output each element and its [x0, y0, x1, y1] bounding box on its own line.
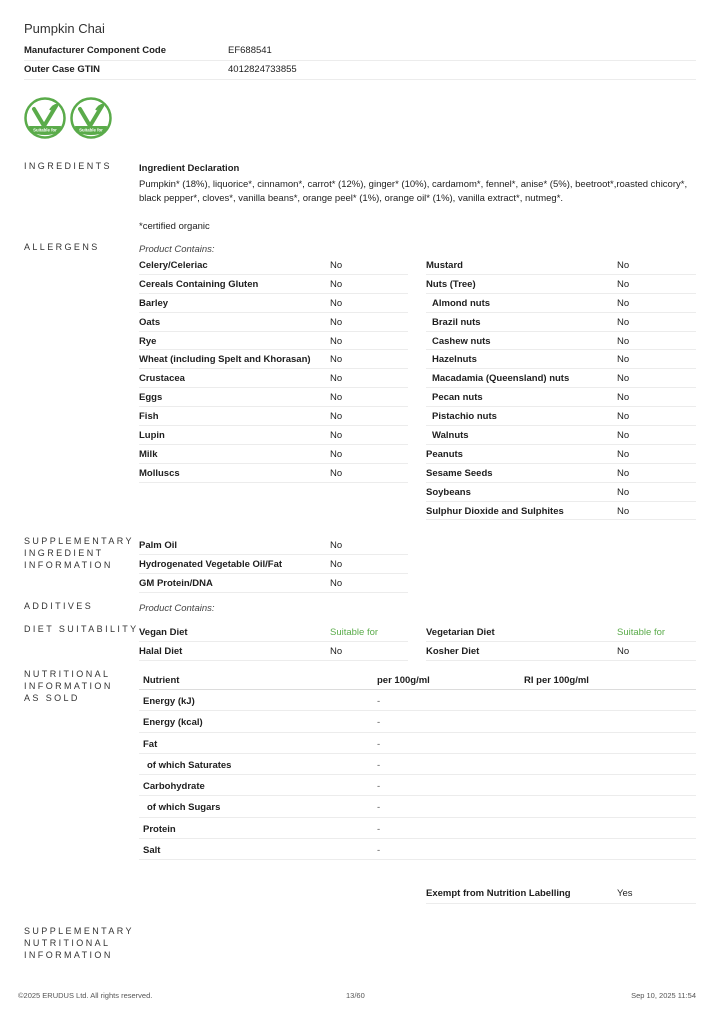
- nutrient-name: Energy (kcal): [143, 717, 203, 729]
- section-additives: ADDITIVES: [24, 601, 94, 611]
- nutrient-name: of which Sugars: [147, 802, 221, 814]
- row-label: Wheat (including Spelt and Khorasan): [139, 354, 311, 366]
- allergens-contains-label: Product Contains:: [139, 244, 215, 255]
- vegetarian-badge-icon: [70, 97, 112, 139]
- table-row: [426, 275, 696, 294]
- section-diet-suitability: DIET SUITABILITY: [24, 624, 139, 634]
- allergens-table-right: [426, 256, 696, 520]
- nutrition-header-row: [139, 669, 696, 690]
- nutrition-row: [139, 775, 696, 796]
- table-row: [426, 483, 696, 502]
- additives-contains-label: Product Contains:: [139, 603, 215, 614]
- row-label: Mustard: [426, 260, 463, 271]
- section-allergens: ALLERGENS: [24, 242, 100, 252]
- vegan-badge-icon: [24, 97, 66, 139]
- row-value: No: [330, 540, 343, 551]
- row-value: No: [330, 373, 343, 385]
- row-value: No: [617, 373, 630, 385]
- table-row: [426, 256, 696, 275]
- table-row: [426, 445, 696, 464]
- row-label: Rye: [139, 335, 157, 347]
- table-row: [426, 407, 696, 426]
- table-row: [139, 407, 408, 426]
- row-value: No: [617, 260, 630, 271]
- row-value: No: [330, 297, 343, 309]
- row-value: No: [330, 260, 343, 271]
- row-label: Pecan nuts: [432, 392, 483, 404]
- section-nutritional-information: NUTRITIONAL INFORMATION AS SOLD: [24, 669, 113, 703]
- diet-badges: [24, 97, 112, 139]
- row-value: No: [330, 411, 343, 423]
- nutrition-header-nutrient: Nutrient: [143, 675, 180, 686]
- nutrition-row: [139, 818, 696, 839]
- row-value: No: [617, 297, 630, 309]
- row-label: Palm Oil: [139, 540, 178, 551]
- row-value: No: [617, 467, 630, 479]
- allergens-table-left: [139, 256, 408, 483]
- row-value: No: [617, 645, 630, 657]
- supplementary-table: [139, 536, 408, 593]
- footer-date: Sep 10, 2025 11:54: [631, 991, 696, 1000]
- table-row: [426, 388, 696, 407]
- diet-table-left: [139, 623, 408, 661]
- row-label: Nuts (Tree): [426, 278, 476, 290]
- row-value: No: [617, 278, 630, 290]
- row-value: No: [617, 430, 630, 442]
- vegan-badge-text: Suitable for: [33, 127, 57, 133]
- table-row: [426, 332, 696, 351]
- vegetarian-badge-text: Suitable for: [79, 127, 103, 133]
- row-label: Cereals Containing Gluten: [139, 278, 259, 290]
- row-label: GM Protein/DNA: [139, 577, 213, 589]
- table-row: [139, 555, 408, 574]
- row-value: No: [330, 645, 343, 657]
- row-label: Pistachio nuts: [432, 411, 497, 423]
- meta-value: 4012824733855: [228, 64, 297, 75]
- table-row: [426, 464, 696, 483]
- row-label: Kosher Diet: [426, 645, 480, 657]
- exempt-label: Exempt from Nutrition Labelling: [426, 888, 571, 899]
- row-label: Peanuts: [426, 448, 463, 460]
- table-row: [426, 426, 696, 445]
- nutrition-row: [139, 839, 696, 860]
- row-label: Halal Diet: [139, 645, 183, 657]
- table-row: [139, 464, 408, 483]
- row-value: Suitable for: [617, 627, 666, 638]
- row-label: Walnuts: [432, 430, 469, 442]
- row-label: Sulphur Dioxide and Sulphites: [426, 505, 564, 517]
- row-label: Hydrogenated Vegetable Oil/Fat: [139, 558, 283, 570]
- table-row: [426, 642, 696, 661]
- row-label: Oats: [139, 316, 161, 328]
- row-label: Celery/Celeriac: [139, 260, 208, 271]
- table-row: [139, 388, 408, 407]
- nutrient-name: Salt: [143, 845, 161, 857]
- nutrient-value: -: [377, 845, 381, 857]
- section-supplementary-ingredient: SUPPLEMENTARY INGREDIENT INFORMATION: [24, 536, 134, 570]
- nutrient-name: Protein: [143, 823, 176, 835]
- table-row: [426, 502, 696, 521]
- meta-value: EF688541: [228, 45, 272, 56]
- section-ingredients: INGREDIENTS: [24, 161, 112, 171]
- row-value: No: [617, 486, 630, 498]
- nutrient-name: of which Saturates: [147, 759, 232, 771]
- table-row: [139, 369, 408, 388]
- table-row: [139, 426, 408, 445]
- exempt-row: [426, 883, 696, 904]
- row-label: Almond nuts: [432, 297, 491, 309]
- table-row: [426, 294, 696, 313]
- row-label: Vegetarian Diet: [426, 627, 495, 638]
- diet-table-right: [426, 623, 696, 661]
- row-value: No: [330, 467, 343, 479]
- row-label: Vegan Diet: [139, 627, 188, 638]
- row-label: Cashew nuts: [432, 335, 491, 347]
- nutrition-header-per100: per 100g/ml: [377, 675, 430, 686]
- row-label: Crustacea: [139, 373, 185, 385]
- table-row: [426, 313, 696, 332]
- footer-page-number: 13/60: [346, 991, 365, 1000]
- row-value: No: [617, 316, 630, 328]
- footer-copyright: ©2025 ERUDUS Ltd. All rights reserved.: [18, 991, 153, 1000]
- row-label: Milk: [139, 448, 158, 460]
- row-label: Sesame Seeds: [426, 467, 493, 479]
- nutrient-value: -: [377, 802, 381, 814]
- row-label: Barley: [139, 297, 169, 309]
- row-value: No: [617, 392, 630, 404]
- row-label: Lupin: [139, 430, 165, 442]
- nutrition-row: [139, 796, 696, 817]
- nutrient-value: -: [377, 759, 381, 771]
- row-value: No: [330, 392, 343, 404]
- row-value: No: [617, 505, 630, 517]
- row-value: No: [617, 448, 630, 460]
- table-row: [139, 256, 408, 275]
- row-value: No: [330, 316, 343, 328]
- row-value: No: [330, 354, 343, 366]
- table-row: [139, 294, 408, 313]
- nutrient-name: Energy (kJ): [143, 696, 195, 707]
- meta-label: Manufacturer Component Code: [24, 45, 166, 56]
- row-value: No: [330, 335, 343, 347]
- row-value: No: [330, 448, 343, 460]
- nutrition-row: [139, 733, 696, 754]
- row-label: Soybeans: [426, 486, 471, 498]
- row-value: No: [330, 577, 343, 589]
- table-row: [139, 332, 408, 351]
- section-supplementary-nutritional: SUPPLEMENTARY NUTRITIONAL INFORMATION: [24, 926, 134, 960]
- table-row: [139, 536, 408, 555]
- row-value: No: [330, 278, 343, 290]
- row-label: Fish: [139, 411, 159, 423]
- row-label: Eggs: [139, 392, 163, 404]
- nutrient-name: Carbohydrate: [143, 781, 205, 793]
- table-row: [426, 623, 696, 642]
- ingredient-declaration-text: Pumpkin* (18%), liquorice*, cinnamon*, carrot* (12%), ginger* (10%), cardamom*, fennel*, anise* (5%), beetroot*,roasted chicory*, black pepper*, cloves*, vanilla beans*, orange peel* (1%), orange oil* (1%), vanilla extract*, nutmeg*.: [139, 179, 688, 204]
- table-row: [139, 445, 408, 464]
- table-row: [139, 350, 408, 369]
- nutrient-name: Fat: [143, 738, 158, 750]
- table-row: [139, 574, 408, 593]
- nutrition-rows: [139, 690, 696, 860]
- row-value: No: [617, 335, 630, 347]
- nutrient-value: -: [377, 823, 381, 835]
- row-value: No: [617, 354, 630, 366]
- row-value: No: [617, 411, 630, 423]
- meta-label: Outer Case GTIN: [24, 64, 101, 75]
- nutrition-row: [139, 690, 696, 711]
- exempt-value: Yes: [617, 888, 633, 899]
- row-value: No: [330, 430, 343, 442]
- table-row: [139, 313, 408, 332]
- table-row: [426, 369, 696, 388]
- table-row: [139, 623, 408, 642]
- nutrition-row: [139, 711, 696, 732]
- row-label: Brazil nuts: [432, 316, 481, 328]
- row-label: Macadamia (Queensland) nuts: [432, 373, 570, 385]
- nutrient-value: -: [377, 781, 381, 793]
- nutrition-row: [139, 754, 696, 775]
- table-row: [139, 275, 408, 294]
- row-value: No: [330, 558, 343, 570]
- table-row: [426, 350, 696, 369]
- nutrient-value: -: [377, 696, 381, 707]
- row-label: Molluscs: [139, 467, 180, 479]
- nutrition-header-ri: RI per 100g/ml: [524, 675, 589, 686]
- nutrition-table: [139, 669, 696, 860]
- meta-row-gtin: [24, 62, 696, 80]
- nutrient-value: -: [377, 717, 381, 729]
- row-value: Suitable for: [330, 627, 379, 638]
- meta-row-component-code: [24, 43, 696, 61]
- row-label: Hazelnuts: [432, 354, 477, 366]
- table-row: [139, 642, 408, 661]
- page-title: Pumpkin Chai: [24, 21, 105, 36]
- nutrient-value: -: [377, 738, 381, 750]
- ingredient-note: *certified organic: [139, 221, 210, 232]
- ingredient-declaration-heading: Ingredient Declaration: [139, 163, 240, 174]
